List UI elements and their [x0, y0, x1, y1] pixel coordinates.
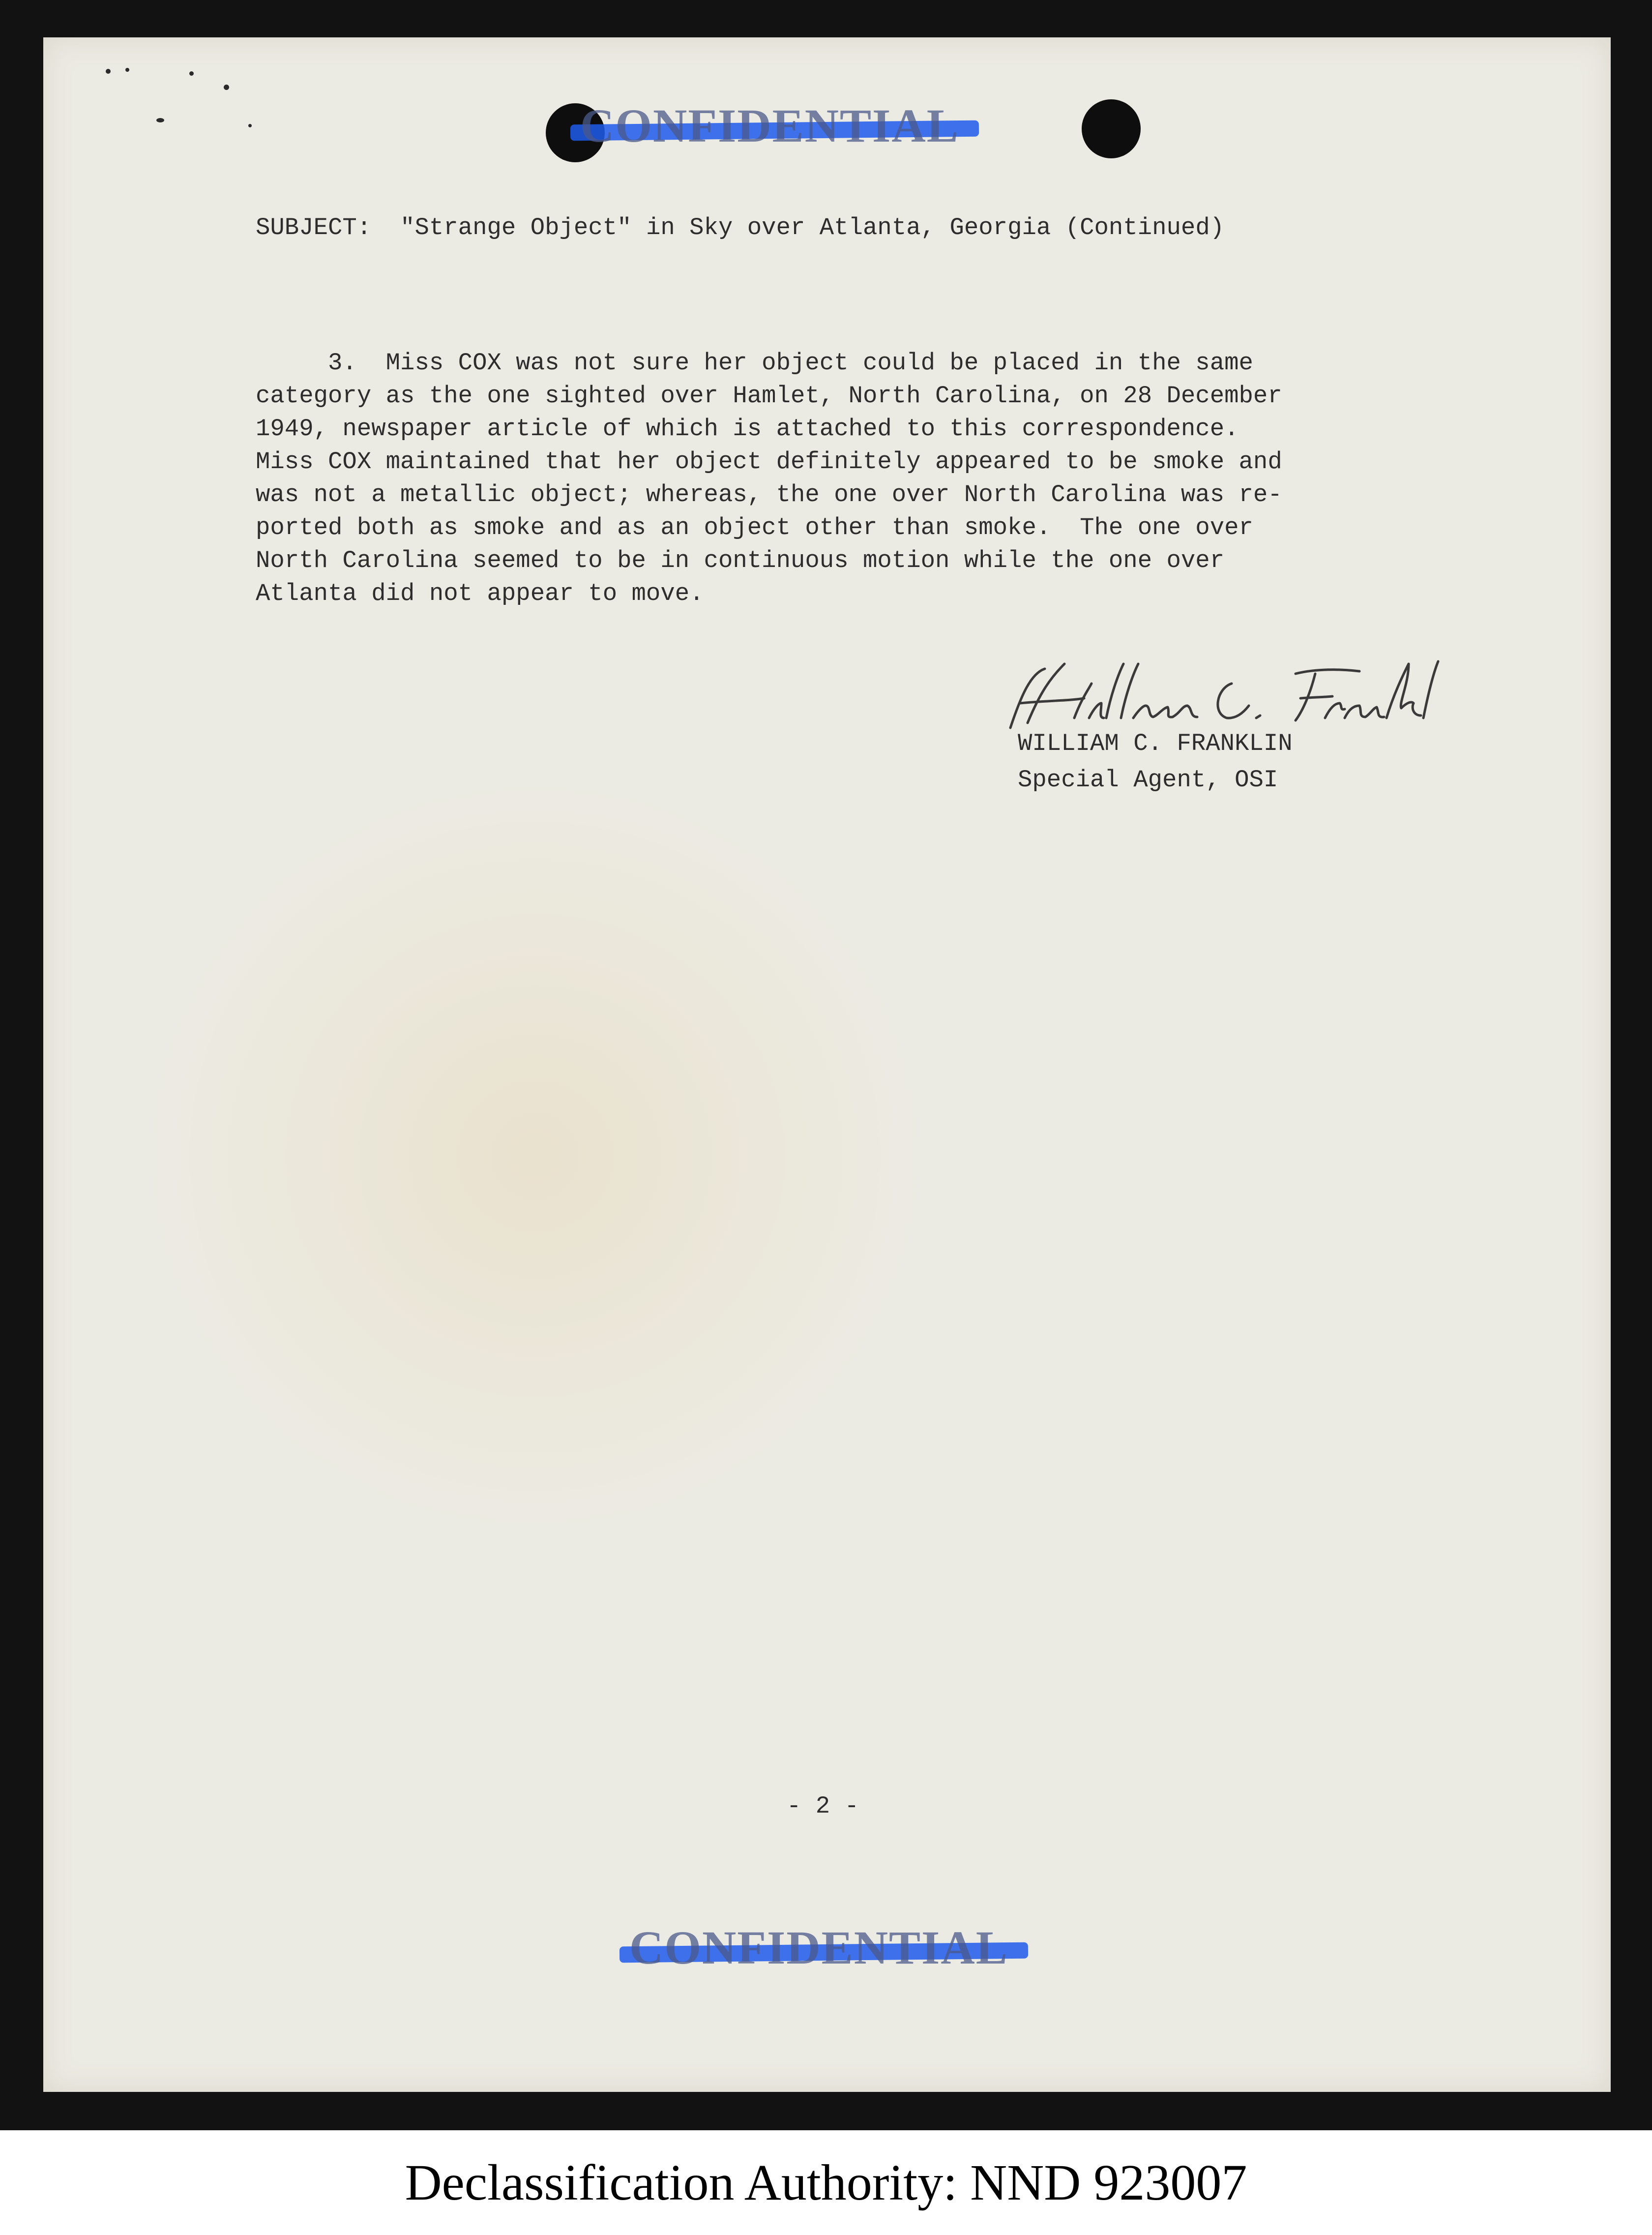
paragraph-3: [256, 347, 1282, 610]
paragraph-line: was not a metallic object; whereas, the one over North Carolina was re-: [256, 481, 1282, 508]
classification-text: CONFIDENTIAL: [629, 1921, 1008, 1974]
subject-text: "Strange Object" in Sky over Atlanta, Georgia (Continued): [400, 214, 1225, 241]
declassification-footer: Declassification Authority: NND 923007: [0, 2130, 1652, 2235]
paragraph-line: Miss COX maintained that her object definitely appeared to be smoke and: [256, 448, 1282, 476]
paper-speck: [125, 68, 129, 72]
paragraph-line: 3. Miss COX was not sure her object could be placed in the same: [256, 349, 1253, 377]
subject-line: [256, 211, 1224, 244]
page-number: - 2 -: [787, 1792, 859, 1820]
confidential-stamp-bottom: [629, 1920, 1008, 1975]
paragraph-line: Atlanta did not appear to move.: [256, 580, 704, 607]
paper-speck: [248, 124, 252, 127]
paragraph-line: North Carolina seemed to be in continuous motion while the one over: [256, 547, 1225, 574]
signature-block: [1018, 725, 1293, 798]
paragraph-line: ported both as smoke and as an object other than smoke. The one over: [256, 514, 1253, 541]
paper-speck: [189, 71, 194, 76]
confidential-stamp-top: [580, 98, 959, 153]
paper-stain: [142, 775, 928, 1537]
subject-label: SUBJECT:: [256, 214, 372, 241]
signer-title: Special Agent, OSI: [1018, 766, 1278, 794]
paragraph-line: 1949, newspaper article of which is attached to this correspondence.: [256, 415, 1239, 443]
paper-speck: [106, 69, 111, 74]
paper-speck: [156, 118, 164, 122]
paper-speck: [224, 85, 229, 90]
document-page: [43, 37, 1611, 2092]
punch-hole-right: [1082, 99, 1141, 158]
paragraph-line: category as the one sighted over Hamlet, North Carolina, on 28 December: [256, 382, 1282, 410]
classification-text: CONFIDENTIAL: [580, 99, 959, 152]
signer-name: WILLIAM C. FRANKLIN: [1018, 730, 1293, 757]
